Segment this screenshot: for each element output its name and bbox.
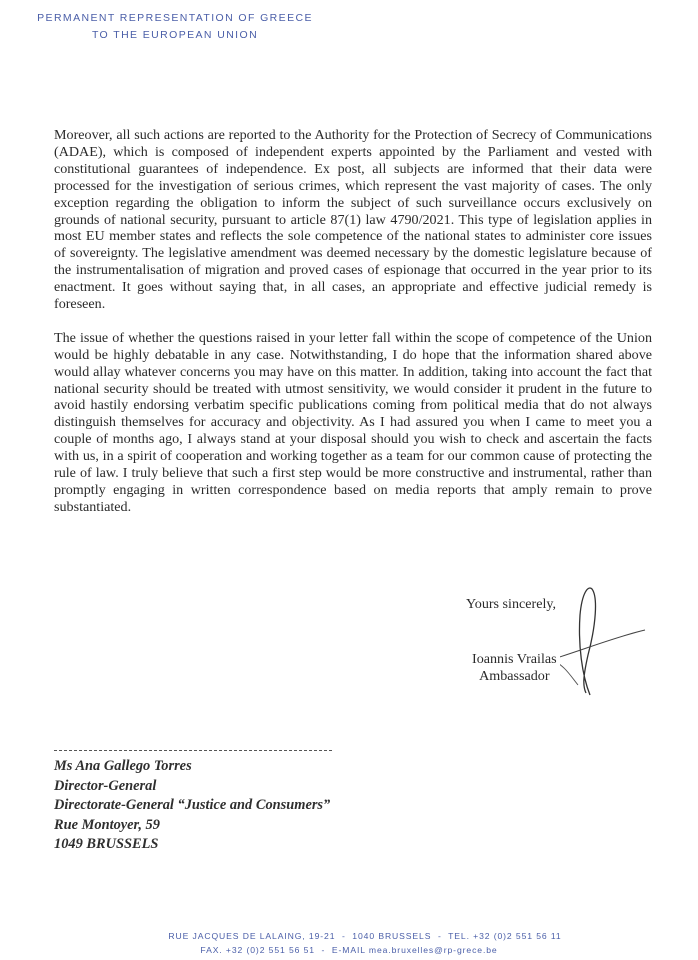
- signatory: [472, 651, 557, 685]
- signature-icon: [560, 585, 660, 700]
- recipient-name: Ms Ana Gallego Torres: [54, 758, 192, 774]
- paragraph: The issue of whether the questions raised in your letter fall within the scope of competence of the Union would be highly debatable in any case. Notwithstanding, I do hope that the information shared above would allay whatever concerns you may have on this matter. In addition, taking into account the fact that national security should be treated with utmost sensitivity, we would consider it prudent in the future to avoid hastily endorsing verbatim specific publications coming from political media that do not always distinguish themselves for accuracy and objectivity. As I had assured you when I came to meet you a couple of months ago, I always stand at your disposal should you wish to check and ascertain the facts with us, in a spirit of cooperation and working together as a team for our common cause of protecting the rule of law. I truly believe that such a first step would be more constructive and instrumental, rather than promptly engaging in written correspondence based on media reports that amply remain to prove substantiated.: [54, 329, 652, 515]
- letterhead-line-2: TO THE EUROPEAN UNION: [91, 29, 259, 41]
- closing-salutation: Yours sincerely,: [466, 596, 557, 612]
- letter-body: [54, 127, 652, 533]
- recipient-position: Director-General: [54, 777, 157, 794]
- paragraph: Moreover, all such actions are reported to the Authority for the Protection of Secrecy of Communications (ADAE), which is composed of independent experts appointed by the Parliament and vested with constitutional guarantees of independence. Ex post, all subjects are informed that their data were processed for the investigation of serious crimes, which represent the vast majority of cases. The only exception regarding the obligation to inform the subject of such surveillance occurs exclusively on grounds of national security, pursuant to article 87(1) law 4790/2021. This type of legislation applies in most EU member states and reflects the sole competence of the national states to administer core issues of sovereignty. The legislative amendment was deemed necessary by the domestic legislature because of the instrumentalisation of migration and proved cases of espionage that occurred in the year prior to its enactment. It goes without saying that, in all cases, an appropriate and effective judicial remedy is foreseen.: [54, 127, 652, 313]
- divider: [54, 750, 332, 751]
- signatory-name: Ioannis Vrailas: [472, 651, 557, 667]
- recipient-street: Rue Montoyer, 59: [54, 816, 160, 833]
- footer: [0, 929, 698, 957]
- recipient-city: 1049 BRUSSELS: [54, 836, 159, 853]
- letterhead: [0, 10, 350, 44]
- signatory-title: Ambassador: [479, 668, 550, 684]
- letterhead-line-1: PERMANENT REPRESENTATION OF GREECE: [37, 12, 313, 24]
- recipient-department: Directorate-General “Justice and Consumers”: [54, 797, 331, 814]
- footer-address: RUE JACQUES DE LALAING, 19-21 - 1040 BRUSSELS - TEL. +32 (0)2 551 56 11: [168, 931, 562, 941]
- footer-contact: FAX. +32 (0)2 551 56 51 - E-MAIL mea.bruxelles@rp-grece.be: [200, 945, 498, 955]
- recipient-address: [54, 757, 330, 855]
